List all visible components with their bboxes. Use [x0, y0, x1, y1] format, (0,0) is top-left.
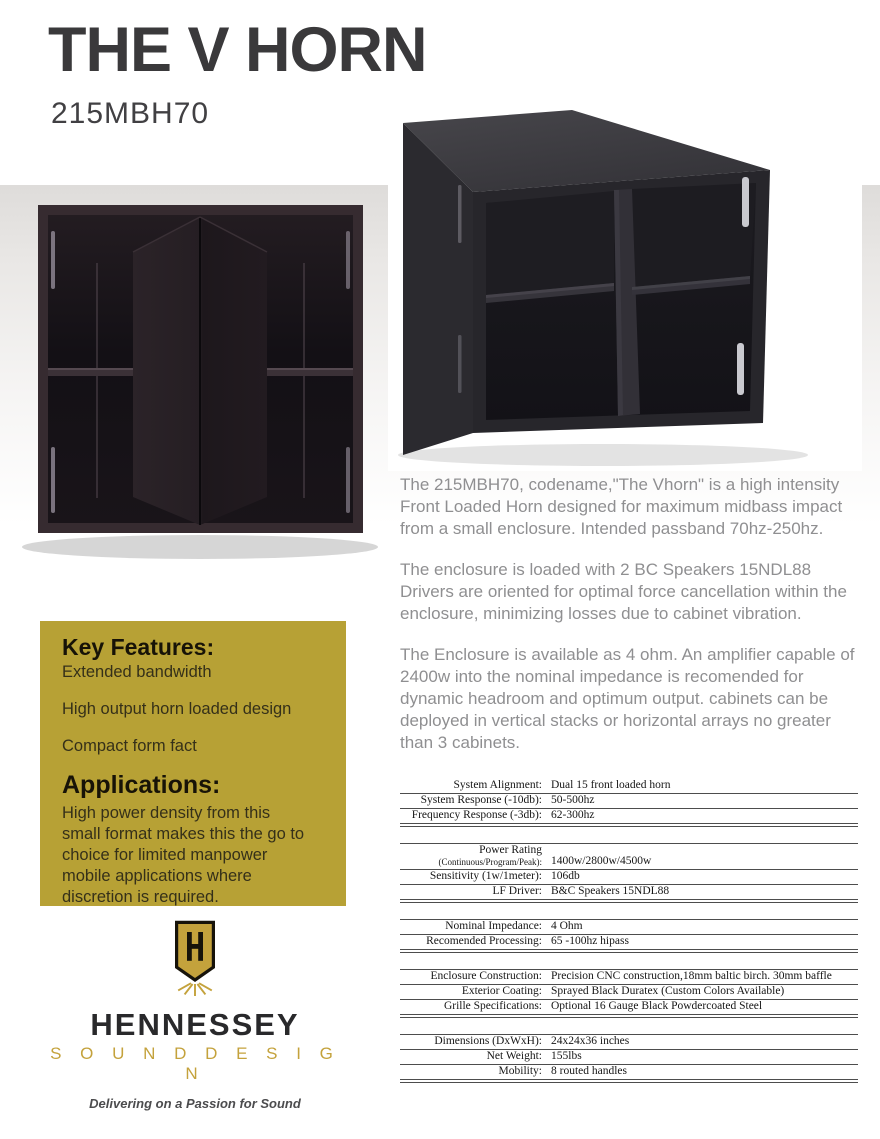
spec-row: [400, 920, 858, 935]
inner-panel-reflection-left: [96, 263, 98, 498]
speaker-front-view-image: [20, 185, 380, 565]
spec-row: [400, 1035, 858, 1050]
spec-label: [400, 1050, 548, 1063]
spec-sublabel-text: (Continuous/Program/Peak):: [438, 857, 542, 867]
spec-value: Dual 15 front loaded horn: [551, 779, 671, 791]
spec-label: [400, 885, 548, 898]
spec-label: [400, 1000, 548, 1013]
description-paragraph-3: The Enclosure is available as 4 ohm. An amplifier capable of 2400w into the nominal impedance is recomended for dynamic headroom and optimum output. cabinets can be deployed in vertical stacks or horizontal arrays no greater than 3 cabinets.: [400, 645, 855, 752]
spec-value: 8 routed handles: [551, 1065, 628, 1077]
logo-tagline: Delivering on a Passion for Sound: [89, 1096, 301, 1111]
page-title: THE V HORN: [48, 15, 427, 85]
spec-value: 62-300hz: [551, 809, 595, 821]
spec-row: [400, 1065, 858, 1080]
spec-value: Precision CNC construction,18mm baltic birch. 30mm baffle: [551, 970, 832, 982]
spec-label: [400, 935, 548, 948]
spec-value: 50-500hz: [551, 794, 595, 806]
features-applications-panel: [40, 621, 346, 906]
side-slot-bottom: [458, 335, 462, 393]
speaker-front-view-drawing: [20, 185, 380, 565]
upper-right-chamber: [632, 183, 756, 287]
applications-heading: Applications:: [62, 771, 221, 799]
right-shelf-highlight: [267, 368, 353, 370]
feature-item-1: Extended bandwidth: [62, 663, 212, 681]
logo-wordmark: HENNESSEY: [90, 1007, 300, 1042]
spec-label: [400, 779, 548, 792]
handle-slot-bottom-right: [346, 447, 350, 513]
spec-value: B&C Speakers 15NDL88: [551, 885, 670, 897]
spec-label-text: LF Driver:: [492, 885, 542, 897]
spec-section-dimensions: [400, 1034, 858, 1083]
spec-label: [400, 1065, 548, 1078]
spec-value: 65 -100hz hipass: [551, 935, 629, 947]
spec-label-text: Nominal Impedance:: [445, 920, 542, 932]
angled-handle-slot-top: [742, 177, 749, 227]
hennessey-logo: [45, 920, 345, 1111]
spec-section-power: [400, 843, 858, 903]
spec-row: [400, 1000, 858, 1015]
spec-row: [400, 844, 858, 870]
logo-shield-icon: [171, 920, 219, 1000]
left-shelf-highlight: [48, 368, 133, 370]
spec-label: [400, 844, 548, 868]
spec-label-text: Enclosure Construction:: [430, 970, 542, 982]
handle-slot-bottom-left: [51, 447, 55, 513]
handle-slot-top-right: [346, 231, 350, 289]
spec-row: [400, 885, 858, 900]
spec-label: [400, 1035, 548, 1048]
spec-value: 4 Ohm: [551, 920, 583, 932]
description-paragraph-2: The enclosure is loaded with 2 BC Speakers 15NDL88 Drivers are oriented for optimal force cancellation within the enclosure, minimizing losses due to cabinet vibration.: [400, 560, 847, 623]
spec-section-impedance: [400, 919, 858, 953]
spec-label: [400, 794, 548, 807]
front-view-shadow: [22, 535, 378, 559]
spec-label-text: Exterior Coating:: [461, 985, 542, 997]
spec-label-text: Grille Specifications:: [443, 1000, 542, 1012]
logo-subtitle: S O U N D D E S I G N: [50, 1044, 340, 1083]
spec-label-text: Dimensions (DxWxH):: [434, 1035, 542, 1047]
spec-label: [400, 970, 548, 983]
spec-label-text: Power Rating: [479, 844, 542, 856]
inner-panel-reflection-right: [303, 263, 305, 498]
spec-label-text: Net Weight:: [486, 1050, 542, 1062]
applications-text: High power density from this small format makes this the go to choice for limited manpower mobile applications where discretion is required.: [62, 804, 305, 906]
spec-row: [400, 970, 858, 985]
angled-handle-slot-bottom: [737, 343, 744, 395]
spec-row: [400, 985, 858, 1000]
spec-label-text: Recomended Processing:: [426, 935, 542, 947]
spec-section-alignment: [400, 779, 858, 827]
spec-row: [400, 794, 858, 809]
spec-label-text: Mobility:: [498, 1065, 542, 1077]
spec-label: [400, 985, 548, 998]
spec-row: [400, 870, 858, 885]
handle-slot-top-left: [51, 231, 55, 289]
spec-row: [400, 1050, 858, 1065]
spec-row: [400, 935, 858, 950]
key-features-heading: Key Features:: [62, 634, 215, 660]
spec-label: [400, 920, 548, 933]
speaker-angled-view-image: [388, 103, 862, 471]
side-slot-top: [458, 185, 462, 243]
spec-label-text: Frequency Response (-3db):: [411, 809, 542, 821]
spec-value: 1400w/2800w/4500w: [551, 855, 652, 867]
description-paragraph-1: The 215MBH70, codename,"The Vhorn" is a high intensity Front Loaded Horn designed for maximum midbass impact from a small enclosure. Intended passband 70hz-250hz.: [400, 475, 843, 538]
speaker-angled-view-drawing: [388, 103, 862, 471]
model-number: 215MBH70: [51, 97, 210, 130]
angled-view-shadow: [398, 444, 808, 466]
spec-label-text: System Alignment:: [453, 779, 542, 791]
spec-value: 155lbs: [551, 1050, 582, 1062]
spec-value: 24x24x36 inches: [551, 1035, 630, 1047]
spec-section-construction: [400, 969, 858, 1018]
spec-value: Sprayed Black Duratex (Custom Colors Available): [551, 985, 785, 997]
spec-value: Optional 16 Gauge Black Powdercoated Steel: [551, 1000, 763, 1012]
upper-left-chamber: [486, 191, 614, 297]
feature-item-2: High output horn loaded design: [62, 700, 292, 718]
product-description: [400, 474, 864, 773]
spec-value: 106db: [551, 870, 580, 882]
spec-label: [400, 870, 548, 883]
spec-label-text: Sensitivity (1w/1meter):: [429, 870, 542, 882]
spec-row: [400, 809, 858, 824]
feature-item-3: Compact form fact: [62, 737, 197, 755]
spec-row: [400, 779, 858, 794]
spec-label: [400, 809, 548, 822]
spec-label-text: System Response (-10db):: [420, 794, 542, 806]
spec-table: [400, 779, 858, 1099]
